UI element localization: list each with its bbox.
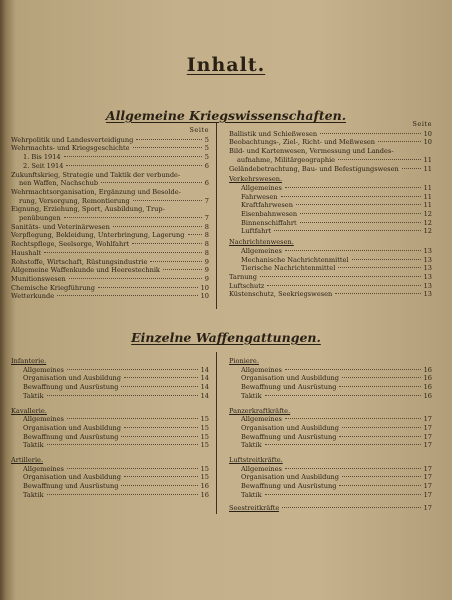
section-heading-general: Allgemeine Kriegswissenschaften. [105,108,347,123]
toc-entry: Organisation und Ausbildung 17 [241,423,432,432]
page-title: Inhalt. [186,54,266,76]
toc-entry: Organisation und Ausbildung 15 [23,423,209,432]
toc-entry: Munitionswesen 9 [11,274,209,283]
toc-entry: Geländebetrachtung, Bau- und Befestigungswesen 11 [229,164,432,173]
toc-entry: Haushalt 8 [11,248,209,257]
toc-entry-continued: nen Waffen, Nachschub 6 [19,179,209,188]
toc-entry: 2. Seit 1914 6 [23,161,209,170]
toc-entry: Rechtspflege, Seelsorge, Wohlfahrt 8 [11,240,209,249]
toc-entry: Allgemeines 15 [23,415,209,424]
toc-entry: Rohstoffe, Wirtschaft, Rüstungsindustrie 9 [11,257,209,266]
toc-entry: Tarnung 13 [229,272,432,281]
toc-entry: Küstenschutz, Seekriegswesen 13 [229,290,432,299]
section-heading-units: Einzelne Waffengattungen. [131,330,321,345]
toc-entry: Taktik 17 [241,441,432,450]
toc-entry: Bewaffnung und Ausrüstung 16 [241,383,432,392]
toc-entry: Taktik 16 [241,391,432,400]
toc-entry: Allgemeines 13 [241,246,432,255]
toc-entry: Allgemeines 17 [241,415,432,424]
toc-entry: Binnenschiffahrt 12 [241,218,432,227]
toc-entry: 1. Bis 1914 5 [23,153,209,162]
toc-entry: Chemische Kriegführung 10 [11,283,209,292]
toc-column-general-left [11,126,209,301]
toc-entry: Allgemeines 17 [241,464,432,473]
toc-entry: Organisation und Ausbildung 14 [23,374,209,383]
toc-entry: Allgemeines 11 [241,183,432,192]
toc-entry: Organisation und Ausbildung 16 [241,374,432,383]
toc-entry: Sanitäts- und Veterinärwesen 8 [11,222,209,231]
toc-entry-continued: penübungen 7 [19,214,209,223]
toc-column-general-right [229,120,432,299]
column-divider [216,123,217,309]
toc-group-heading: Kavallerie. [11,406,47,415]
toc-group-heading: Artillerie. [11,456,44,465]
toc-entry: Fahrwesen 11 [241,192,432,201]
toc-entry: Organisation und Ausbildung 17 [241,473,432,482]
toc-entry: Eignung, Erziehung, Sport, Ausbildung, Trup- [11,205,165,214]
toc-entry: Tierische Nachrichtenmittel 13 [241,264,432,273]
toc-entry: Eisenbahnwesen 12 [241,210,432,219]
toc-entry: Bewaffnung und Ausrüstung 15 [23,432,209,441]
toc-entry: Organisation und Ausbildung 15 [23,473,209,482]
toc-entry: Seestreitkräfte 17 [229,503,432,512]
toc-entry: Ballistik und Schießwesen 10 [229,129,432,138]
toc-entry: Allgemeines 14 [23,365,209,374]
toc-entry: Bewaffnung und Ausrüstung 14 [23,383,209,392]
toc-entry: Zukunftskrieg, Strategie und Taktik der verbunde- [11,170,181,179]
toc-entry: Bild- und Kartenwesen, Vermessung und Landes- [229,147,394,156]
toc-entry: Taktik 15 [23,441,209,450]
column-divider [216,352,217,514]
toc-entry: Bewaffnung und Ausrüstung 17 [241,482,432,491]
toc-group-heading: Luftstreitkräfte. [229,456,283,465]
toc-entry-continued: aufnahme, Militärgeographie 11 [237,155,432,164]
toc-entry: Bewaffnung und Ausrüstung 17 [241,432,432,441]
page-column-label: Seite [189,126,209,134]
toc-entry: Luftschutz 13 [229,281,432,290]
toc-entry: Taktik 17 [241,490,432,499]
toc-entry: Wetterkunde 10 [11,292,209,301]
toc-entry: Wehrmachts- und Kriegsgeschichte 5 [11,144,209,153]
toc-entry: Allgemeines 16 [241,365,432,374]
toc-group-heading: Verkehrswesen. [229,175,283,184]
toc-entry: Taktik 16 [23,490,209,499]
toc-group-heading: Infanterie. [11,357,47,365]
toc-entry: Wehrmachtsorganisation, Ergänzung und Besolde- [11,187,181,196]
toc-entry: Verpflegung, Bekleidung, Unterbringung, Lagerung 8 [11,231,209,240]
toc-entry-continued: rung, Versorgung, Remontierung 7 [19,196,209,205]
toc-entry: Allgemeines 15 [23,464,209,473]
toc-column-units-left [11,355,209,500]
toc-entry: Luftfahrt 12 [241,227,432,236]
toc-entry: Allgemeine Waffenkunde und Heerestechnik 9 [11,266,209,275]
toc-entry: Kraftfahrwesen 11 [241,201,432,210]
toc-group-heading: Pioniere. [229,357,259,365]
page-column-label: Seite [412,120,432,128]
toc-entry: Taktik 14 [23,391,209,400]
toc-entry: Beobachtungs-, Ziel-, Richt- und Meßwesen 10 [229,138,432,147]
toc-entry: Wehrpolitik und Landesverteidigung 5 [11,135,209,144]
toc-column-units-right [229,355,432,512]
toc-entry: Mechanische Nachrichtenmittel 13 [241,255,432,264]
toc-entry: Bewaffnung und Ausrüstung 16 [23,482,209,491]
toc-group-heading: Panzerkraftkräfte. [229,406,291,415]
toc-group-heading: Nachrichtenwesen. [229,238,294,247]
